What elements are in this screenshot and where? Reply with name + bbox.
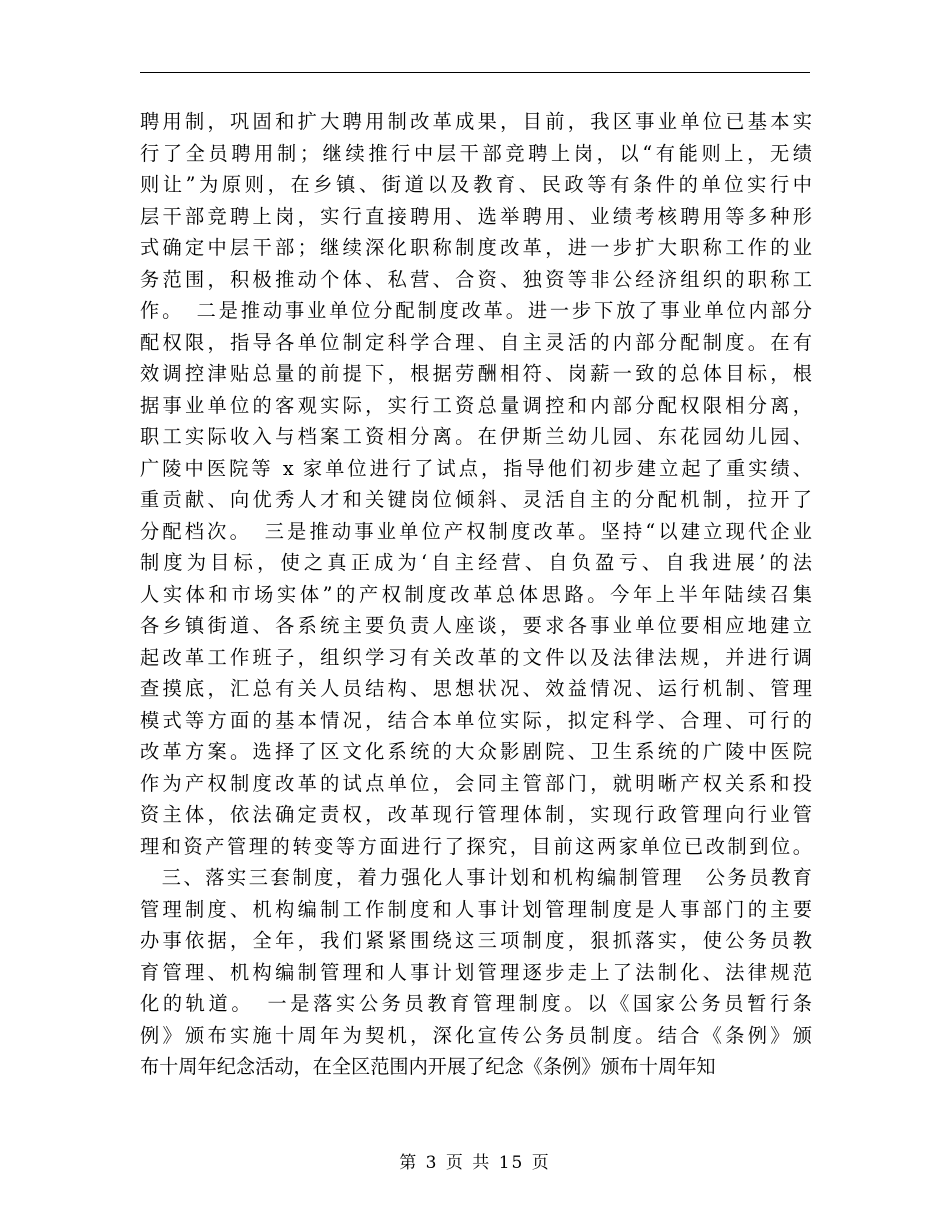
text-line: 化的轨道。 一是落实公务员教育管理制度。以《国家公务员暂行条 [140, 992, 812, 1015]
text-line: 管理制度、机构编制工作制度和人事计划管理制度是人事部门的主要 [140, 897, 812, 921]
text-line: 层干部竞聘上岗，实行直接聘用、选举聘用、业绩考核聘用等多种形 [140, 204, 812, 228]
text-line: 重贡献、向优秀人才和关键岗位倾斜、灵活自主的分配机制，拉开了 [140, 488, 812, 511]
text-line: 模式等方面的基本情况，结合本单位实际，拟定科学、合理、可行的 [140, 708, 812, 732]
text-line: 作。 二是推动事业单位分配制度改革。进一步下放了事业单位内部分 [140, 299, 812, 322]
text-line: 配权限，指导各单位制定科学合理、自主灵活的内部分配制度。在有 [140, 330, 812, 354]
text-line: 起改革工作班子，组织学习有关改革的文件以及法律法规，并进行调 [140, 645, 812, 669]
text-line: 育管理、机构编制管理和人事计划管理逐步走上了法制化、法律规范 [140, 960, 812, 984]
text-line: 制度为目标，使之真正成为‘自主经营、自负盈亏、自我进展’的法 [140, 551, 812, 574]
text-line: 式确定中层干部；继续深化职称制度改革，进一步扩大职称工作的业 [140, 236, 812, 259]
text-line: 广陵中医院等 x 家单位进行了试点，指导他们初步建立起了重实绩、 [140, 456, 812, 480]
text-line: 理和资产管理的转变等方面进行了探究，目前这两家单位已改制到位。 [140, 834, 812, 858]
text-line: 布十周年纪念活动，在全区范围内开展了纪念《条例》颁布十周年知 [140, 1055, 716, 1078]
text-line: 职工实际收入与档案工资相分离。在伊斯兰幼儿园、东花园幼儿园、 [140, 425, 812, 448]
text-line: 改革方案。选择了区文化系统的大众影剧院、卫生系统的广陵中医院 [140, 740, 812, 763]
text-line: 三、落实三套制度，着力强化人事计划和机构编制管理 公务员教育 [140, 866, 812, 889]
text-line: 作为产权制度改革的试点单位，会同主管部门，就明晰产权关系和投 [140, 771, 812, 795]
text-line: 效调控津贴总量的前提下，根据劳酬相符、岗薪一致的总体目标，根 [140, 362, 812, 385]
text-line: 据事业单位的客观实际，实行工资总量调控和内部分配权限相分离， [140, 393, 812, 417]
text-line: 各乡镇街道、各系统主要负责人座谈，要求各事业单位要相应地建立 [140, 614, 812, 637]
text-line: 则让”为原则，在乡镇、街道以及教育、民政等有条件的单位实行中 [140, 173, 812, 196]
text-line: 聘用制，巩固和扩大聘用制改革成果，目前，我区事业单位已基本实 [140, 110, 812, 133]
text-line: 行了全员聘用制；继续推行中层干部竞聘上岗，以“有能则上，无绩 [140, 141, 812, 165]
text-line: 分配档次。 三是推动事业单位产权制度改革。坚持“以建立现代企业 [140, 519, 812, 543]
document-body [140, 106, 812, 1083]
text-line: 查摸底，汇总有关人员结构、思想状况、效益情况、运行机制、管理 [140, 677, 812, 700]
page-footer: 第 3 页 共 15 页 [399, 1153, 551, 1173]
text-line: 办事依据，全年，我们紧紧围绕这三项制度，狠抓落实，使公务员教 [140, 929, 812, 952]
header-rule [140, 72, 810, 73]
text-line: 务范围，积极推动个体、私营、合资、独资等非公经济组织的职称工 [140, 267, 812, 291]
text-line: 例》颁布实施十周年为契机，深化宣传公务员制度。结合《条例》颁 [140, 1023, 812, 1047]
text-line: 资主体，依法确定责权，改革现行管理体制，实现行政管理向行业管 [140, 803, 812, 826]
text-line: 人实体和市场实体”的产权制度改革总体思路。今年上半年陆续召集 [140, 582, 812, 606]
